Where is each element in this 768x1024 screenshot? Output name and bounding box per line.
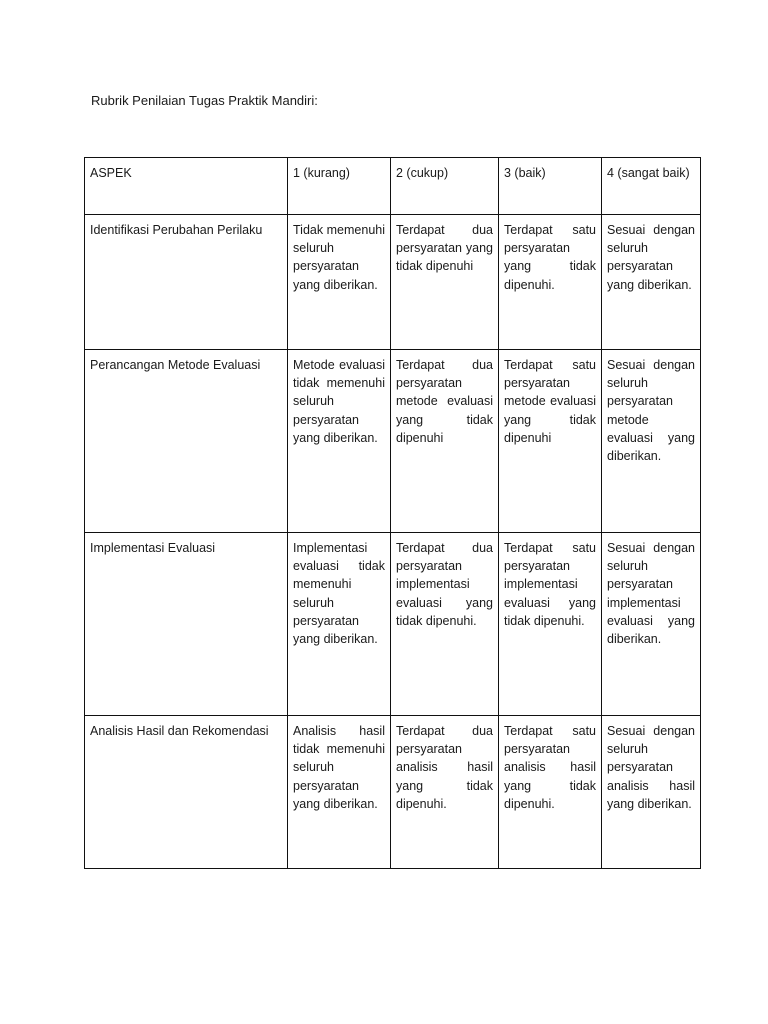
score-cell: Terdapat satu persyaratan implementasi evaluasi yang tidak dipenuhi. <box>499 533 602 716</box>
score-cell: Terdapat dua persyaratan analisis hasil yang tidak dipenuhi. <box>391 716 499 869</box>
table-row <box>85 350 701 533</box>
score-cell: Terdapat dua persyaratan yang tidak dipenuhi <box>391 215 499 350</box>
score-cell: Terdapat satu persyaratan yang tidak dipenuhi. <box>499 215 602 350</box>
header-score-4: 4 (sangat baik) <box>602 158 701 215</box>
document-title: Rubrik Penilaian Tugas Praktik Mandiri: <box>91 93 318 108</box>
aspect-cell: Identifikasi Perubahan Perilaku <box>85 215 288 350</box>
score-cell: Sesuai dengan seluruh persyaratan analisis hasil yang diberikan. <box>602 716 701 869</box>
score-cell: Analisis hasil tidak memenuhi seluruh persyaratan yang diberikan. <box>288 716 391 869</box>
header-score-3: 3 (baik) <box>499 158 602 215</box>
score-cell: Terdapat satu persyaratan metode evaluasi yang tidak dipenuhi <box>499 350 602 533</box>
score-cell: Sesuai dengan seluruh persyaratan implementasi evaluasi yang diberikan. <box>602 533 701 716</box>
score-cell: Terdapat dua persyaratan metode evaluasi yang tidak dipenuhi <box>391 350 499 533</box>
table-header-row <box>85 158 701 215</box>
header-score-1: 1 (kurang) <box>288 158 391 215</box>
table-row <box>85 533 701 716</box>
score-cell: Sesuai dengan seluruh persyaratan metode evaluasi yang diberikan. <box>602 350 701 533</box>
score-cell: Tidak memenuhi seluruh persyaratan yang diberikan. <box>288 215 391 350</box>
score-cell: Metode evaluasi tidak memenuhi seluruh persyaratan yang diberikan. <box>288 350 391 533</box>
score-cell: Terdapat dua persyaratan implementasi evaluasi yang tidak dipenuhi. <box>391 533 499 716</box>
table-row <box>85 716 701 869</box>
score-cell: Sesuai dengan seluruh persyaratan yang diberikan. <box>602 215 701 350</box>
table-row <box>85 215 701 350</box>
score-cell: Implementasi evaluasi tidak memenuhi seluruh persyaratan yang diberikan. <box>288 533 391 716</box>
header-score-2: 2 (cukup) <box>391 158 499 215</box>
score-cell: Terdapat satu persyaratan analisis hasil yang tidak dipenuhi. <box>499 716 602 869</box>
aspect-cell: Implementasi Evaluasi <box>85 533 288 716</box>
header-aspect: ASPEK <box>85 158 288 215</box>
aspect-cell: Analisis Hasil dan Rekomendasi <box>85 716 288 869</box>
aspect-cell: Perancangan Metode Evaluasi <box>85 350 288 533</box>
rubric-table <box>84 157 701 869</box>
